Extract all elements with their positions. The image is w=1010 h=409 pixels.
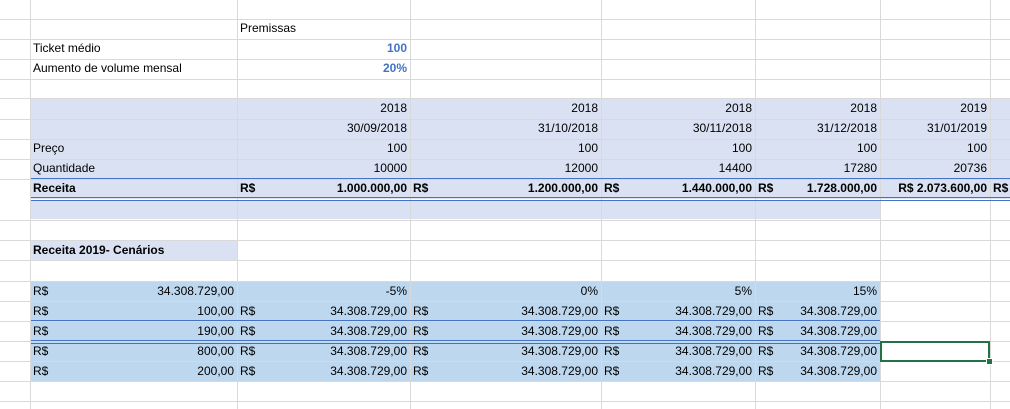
date-cell[interactable]: 31/12/2018: [816, 121, 877, 135]
scenario-header[interactable]: 15%: [852, 284, 877, 298]
scenario-value[interactable]: 34.308.729,00: [330, 324, 407, 338]
revenue-cell[interactable]: 1.000.000,00: [336, 181, 407, 195]
currency-label: R$: [993, 181, 1009, 195]
scenario-value[interactable]: 34.308.729,00: [675, 364, 752, 378]
quantity-cell[interactable]: 10000: [373, 161, 407, 175]
scenario-row-label[interactable]: 200,00: [197, 364, 234, 378]
quantity-cell[interactable]: 14400: [718, 161, 752, 175]
year-cell[interactable]: 2018: [571, 101, 598, 115]
currency-label: R$: [240, 344, 256, 358]
scenario-value[interactable]: 34.308.729,00: [521, 304, 598, 318]
scenario-value[interactable]: 34.308.729,00: [330, 364, 407, 378]
revenue-cell[interactable]: 1.440.000,00: [681, 181, 752, 195]
scenario-value[interactable]: 34.308.729,00: [800, 304, 877, 318]
date-cell[interactable]: 31/10/2018: [537, 121, 598, 135]
scenario-value[interactable]: 34.308.729,00: [675, 344, 752, 358]
selected-cell[interactable]: [880, 341, 990, 362]
scenario-row-label[interactable]: 190,00: [197, 324, 234, 338]
ticket-medio-label: Ticket médio: [33, 41, 101, 55]
scenario-value[interactable]: 34.308.729,00: [675, 324, 752, 338]
currency-label: R$: [604, 304, 620, 318]
premissas-title: Premissas: [240, 21, 297, 35]
scenario-corner-value[interactable]: 34.308.729,00: [157, 284, 234, 298]
scenario-value[interactable]: 34.308.729,00: [330, 304, 407, 318]
scenario-value[interactable]: 34.308.729,00: [521, 344, 598, 358]
date-cell[interactable]: 31/01/2019: [926, 121, 987, 135]
year-cell[interactable]: 2018: [380, 101, 407, 115]
currency-label: R$: [604, 181, 620, 195]
price-cell[interactable]: 100: [577, 141, 598, 155]
scenario-row-label[interactable]: 100,00: [197, 304, 234, 318]
quantity-cell[interactable]: 17280: [843, 161, 877, 175]
quantity-cell[interactable]: 20736: [953, 161, 987, 175]
year-cell[interactable]: 2018: [850, 101, 877, 115]
year-cell[interactable]: 2019: [960, 101, 987, 115]
scenario-value[interactable]: 34.308.729,00: [800, 324, 877, 338]
revenue-cell[interactable]: 1.200.000,00: [527, 181, 598, 195]
currency-label: R$: [33, 364, 49, 378]
currency-label: R$: [758, 304, 774, 318]
currency-label: R$: [758, 324, 774, 338]
scenario-value[interactable]: 34.308.729,00: [521, 324, 598, 338]
year-cell[interactable]: 2018: [725, 101, 752, 115]
scenario-header[interactable]: -5%: [385, 284, 407, 298]
scenario-row-label[interactable]: 800,00: [197, 344, 234, 358]
currency-label: R$: [33, 344, 49, 358]
currency-label: R$: [758, 181, 774, 195]
currency-label: R$: [240, 181, 256, 195]
currency-label: R$: [758, 344, 774, 358]
quantity-cell[interactable]: 12000: [564, 161, 598, 175]
scenario-value[interactable]: 34.308.729,00: [800, 364, 877, 378]
revenue-cell[interactable]: R$ 2.073.600,00: [898, 181, 987, 195]
scenario-value[interactable]: 34.308.729,00: [521, 364, 598, 378]
scenario-value[interactable]: 34.308.729,00: [800, 344, 877, 358]
currency-label: R$: [33, 284, 49, 298]
date-cell[interactable]: 30/11/2018: [692, 121, 752, 135]
receita-label: Receita: [33, 181, 76, 195]
currency-label: R$: [240, 324, 256, 338]
projection-band-bottom: [31, 201, 880, 219]
date-cell[interactable]: 30/09/2018: [346, 121, 407, 135]
currency-label: R$: [758, 364, 774, 378]
currency-label: R$: [240, 364, 256, 378]
currency-label: R$: [413, 181, 429, 195]
currency-label: R$: [413, 324, 429, 338]
preco-label: Preço: [33, 141, 65, 155]
currency-label: R$: [413, 364, 429, 378]
currency-label: R$: [604, 324, 620, 338]
price-cell[interactable]: 100: [966, 141, 987, 155]
aumento-volume-value[interactable]: 20%: [382, 61, 407, 75]
scenario-value[interactable]: 34.308.729,00: [675, 304, 752, 318]
price-cell[interactable]: 100: [386, 141, 407, 155]
price-cell[interactable]: 100: [856, 141, 877, 155]
price-cell[interactable]: 100: [731, 141, 752, 155]
currency-label: R$: [33, 304, 49, 318]
scenario-title: Receita 2019- Cenários: [33, 243, 165, 257]
currency-label: R$: [33, 324, 49, 338]
currency-label: R$: [604, 364, 620, 378]
scenario-header[interactable]: 5%: [734, 284, 752, 298]
scenario-value[interactable]: 34.308.729,00: [330, 344, 407, 358]
revenue-cell[interactable]: 1.728.000,00: [806, 181, 877, 195]
currency-label: R$: [604, 344, 620, 358]
currency-label: R$: [240, 304, 256, 318]
quantidade-label: Quantidade: [33, 161, 96, 175]
scenario-header[interactable]: 0%: [580, 284, 598, 298]
currency-label: R$: [413, 344, 429, 358]
aumento-volume-label: Aumento de volume mensal: [33, 61, 182, 75]
ticket-medio-value[interactable]: 100: [386, 41, 407, 55]
currency-label: R$: [413, 304, 429, 318]
fill-handle[interactable]: [986, 358, 993, 365]
